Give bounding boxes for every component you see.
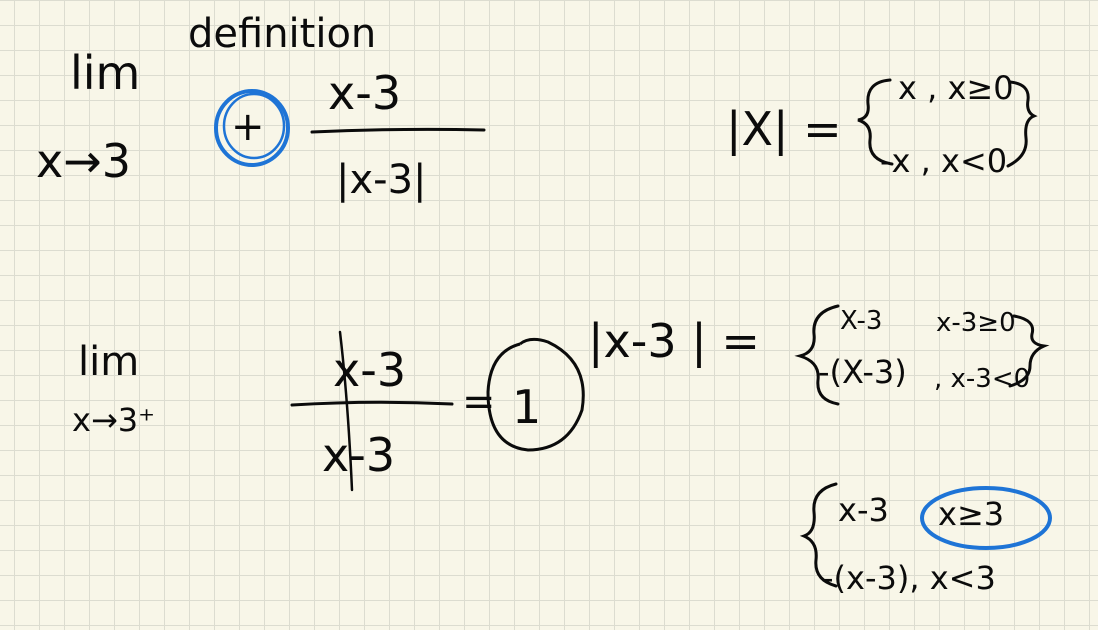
abs-def-left-brace bbox=[858, 80, 892, 164]
abs-shift-case2-cond: , x-3<0 bbox=[934, 364, 1031, 394]
abs-def-lhs: |X| = bbox=[726, 102, 842, 156]
abs-shift-right-brace bbox=[1010, 316, 1044, 386]
mid-numerator: x-3 bbox=[333, 343, 407, 397]
cancel-stroke bbox=[340, 332, 352, 490]
mid-equals: = bbox=[462, 379, 496, 425]
abs-def-right-brace bbox=[1008, 82, 1034, 166]
top-fraction-bar bbox=[312, 129, 484, 132]
mid-fraction-bar bbox=[292, 402, 452, 405]
mid-denominator: x-3 bbox=[322, 428, 396, 482]
plus-highlight-circle bbox=[216, 91, 288, 165]
result-circle bbox=[488, 339, 583, 450]
plus-highlight-inner-stroke bbox=[224, 94, 284, 158]
mid-result: 1 bbox=[512, 380, 542, 434]
mid-lim-text: lim bbox=[78, 339, 140, 385]
top-denominator: |x-3| bbox=[336, 157, 427, 203]
abs-shift-case1-cond: x-3≥0 bbox=[936, 308, 1016, 338]
simplified-case1-expr: x-3 bbox=[838, 491, 889, 529]
condition-highlight-circle bbox=[922, 488, 1050, 548]
abs-shift-left-brace bbox=[800, 306, 838, 404]
abs-def-case1: x , x≥0 bbox=[898, 69, 1014, 107]
definition-heading: definition bbox=[188, 11, 377, 57]
abs-shift-case1-expr: X-3 bbox=[840, 306, 883, 336]
simplified-left-brace bbox=[804, 484, 836, 586]
top-lim-subscript: x→3 bbox=[36, 134, 132, 188]
one-sided-plus: + bbox=[231, 104, 265, 150]
simplified-case1-cond: x≥3 bbox=[938, 495, 1005, 533]
top-numerator: x-3 bbox=[328, 66, 402, 120]
abs-def-case2: -x , x<0 bbox=[880, 142, 1008, 180]
mid-lim-subscript: x→3⁺ bbox=[72, 401, 155, 439]
top-lim-text: lim bbox=[70, 46, 141, 100]
abs-shift-case2-expr: -(X-3) bbox=[818, 353, 907, 391]
simplified-case2: -(x-3), x<3 bbox=[822, 559, 996, 597]
abs-shift-lhs: |x-3 | = bbox=[588, 314, 760, 368]
